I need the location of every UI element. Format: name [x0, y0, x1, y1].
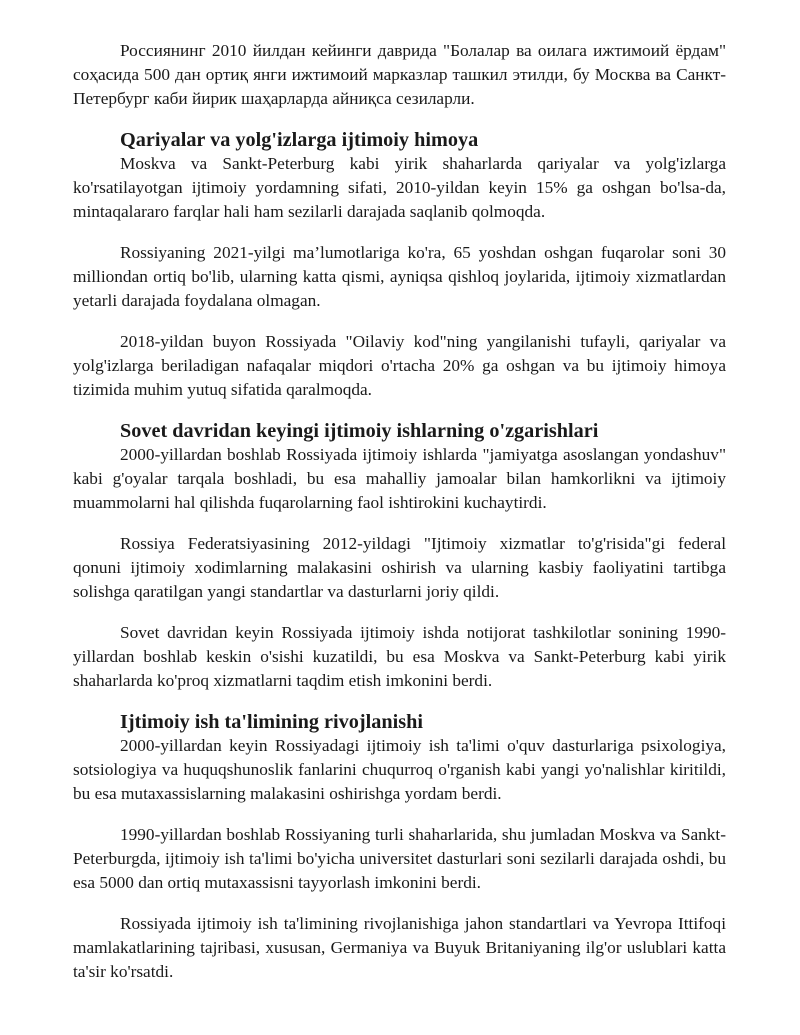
section-heading-education-development: Ijtimoiy ish ta'limining rivojlanishi — [120, 711, 423, 733]
paragraph: Rossiyada ijtimoiy ish ta'limining rivojlanishiga jahon standartlari va Yevropa Ittifoqi mamlakatlarining tajribasi, xususan, Germaniya va Buyuk Britaniyaning ilg'or uslublari katta ta'sir ko'rsatdi. — [73, 914, 726, 981]
section-heading-elderly-protection: Qariyalar va yolg'izlarga ijtimoiy himoya — [120, 129, 479, 151]
paragraph: 2000-yillardan boshlab Rossiyada ijtimoiy ishlarda "jamiyatga asoslangan yondashuv" kabi g'oyalar tarqala boshladi, bu esa mahalliy jamoalar bilan hamkorlikni va ijtimoiy muammolarni hal qilishda fuqarolarning faol ishtirokini kuchaytirdi. — [73, 445, 726, 512]
section-heading-post-soviet-changes: Sovet davridan keyingi ijtimoiy ishlarning o'zgarishlari — [120, 420, 599, 442]
paragraph: Sovet davridan keyin Rossiyada ijtimoiy ishda notijorat tashkilotlar sonining 1990-yillardan boshlab keskin o'sishi kuzatildi, bu esa Moskva va Sankt-Peterburg kabi yirik shaharlarda ko'proq xizmatlarni taqdim etish imkonini berdi. — [73, 623, 726, 690]
document-page — [73, 39, 726, 984]
intro-paragraph: Россиянинг 2010 йилдан кейинги даврида "Болалар ва оилага ижтимоий ёрдам" соҳасида 500 дан ортиқ янги ижтимоий марказлар ташкил этилди, бу Москва ва Санкт-Петербург каби йирик шаҳарларда айниқса сезиларли. — [73, 41, 726, 108]
paragraph: Rossiya Federatsiyasining 2012-yildagi "Ijtimoiy xizmatlar to'g'risida"gi federal qonuni ijtimoiy xodimlarning malakasini oshirish va ularning kasbiy faoliyatini tartibga solishga qaratilgan yangi standartlar va dasturlarni joriy qildi. — [73, 534, 726, 601]
paragraph: Rossiyaning 2021-yilgi ma’lumotlariga ko'ra, 65 yoshdan oshgan fuqarolar soni 30 milliondan ortiq bo'lib, ularning katta qismi, ayniqsa qishloq joylarida, ijtimoiy xizmatlardan yetarli darajada foydalana olmagan. — [73, 243, 726, 310]
paragraph: 2000-yillardan keyin Rossiyadagi ijtimoiy ish ta'limi o'quv dasturlariga psixologiya, sotsiologiya va huquqshunoslik fanlarini chuqurroq o'rganish kabi yangi yo'nalishlar kiritildi, bu esa mutaxassislarning malakasini oshirishga yordam berdi. — [73, 736, 726, 803]
paragraph: Moskva va Sankt-Peterburg kabi yirik shaharlarda qariyalar va yolg'izlarga ko'rsatilayotgan ijtimoiy yordamning sifati, 2010-yildan keyin 15% ga oshgan bo'lsa-da, mintaqalararo farqlar hali ham sezilarli darajada saqlanib qolmoqda. — [73, 154, 726, 221]
paragraph: 1990-yillardan boshlab Rossiyaning turli shaharlarida, shu jumladan Moskva va Sankt-Peterburgda, ijtimoiy ish ta'limi bo'yicha universitet dasturlari soni sezilarli darajada oshdi, bu esa 5000 dan ortiq mutaxassisni tayyorlash imkonini berdi. — [73, 825, 726, 892]
paragraph: 2018-yildan buyon Rossiyada "Oilaviy kod"ning yangilanishi tufayli, qariyalar va yolg'izlarga beriladigan nafaqalar miqdori o'rtacha 20% ga oshgan va bu ijtimoiy himoya tizimida muhim yutuq sifatida qaralmoqda. — [73, 332, 726, 399]
